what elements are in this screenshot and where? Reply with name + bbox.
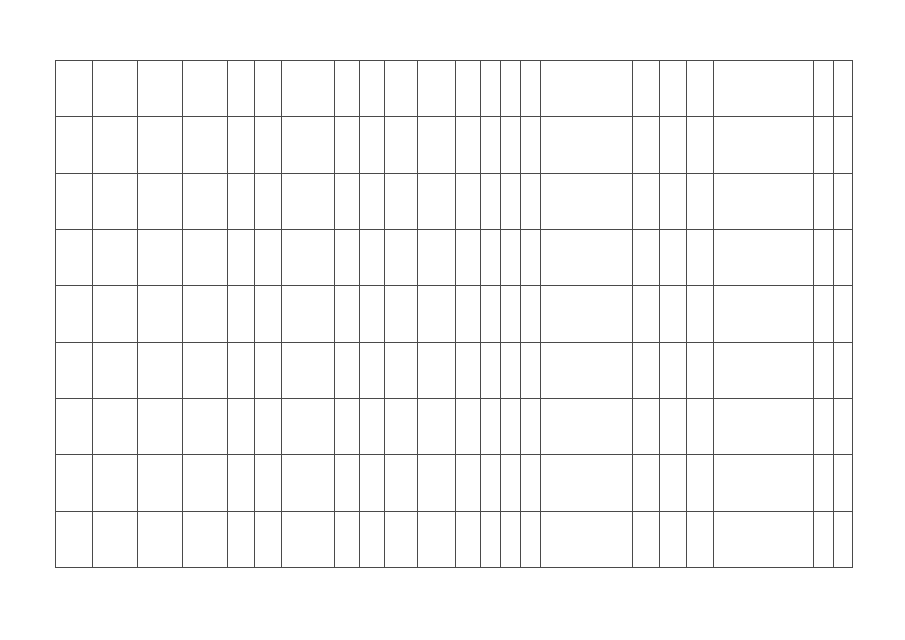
table-cell xyxy=(56,511,93,567)
table-row xyxy=(56,398,853,454)
table-cell xyxy=(255,61,282,117)
table-cell xyxy=(228,61,255,117)
table-cell xyxy=(501,173,521,229)
table-row xyxy=(56,229,853,285)
table-cell xyxy=(456,229,481,285)
table-cell xyxy=(541,455,633,511)
table-cell xyxy=(255,398,282,454)
table-cell xyxy=(687,342,714,398)
table-cell xyxy=(521,342,541,398)
table-cell xyxy=(255,342,282,398)
table-cell xyxy=(834,398,853,454)
table-cell xyxy=(360,173,385,229)
table-cell xyxy=(385,117,418,173)
table-cell xyxy=(714,173,814,229)
table-cell xyxy=(521,398,541,454)
table-cell xyxy=(385,398,418,454)
table-cell xyxy=(834,455,853,511)
table-cell xyxy=(56,398,93,454)
table-cell xyxy=(814,511,834,567)
table-row xyxy=(56,342,853,398)
table-cell xyxy=(687,455,714,511)
table-cell xyxy=(834,117,853,173)
table-cell xyxy=(360,511,385,567)
table-cell xyxy=(56,173,93,229)
table-cell xyxy=(360,229,385,285)
table-cell xyxy=(633,398,660,454)
table-cell xyxy=(481,398,501,454)
table-cell xyxy=(282,229,335,285)
table-cell xyxy=(714,398,814,454)
table-cell xyxy=(633,61,660,117)
table-cell xyxy=(183,117,228,173)
table-cell xyxy=(501,511,521,567)
table-cell xyxy=(360,398,385,454)
table-row xyxy=(56,117,853,173)
table-cell xyxy=(456,342,481,398)
table-cell xyxy=(633,117,660,173)
table-cell xyxy=(418,286,456,342)
table-cell xyxy=(335,173,360,229)
table-cell xyxy=(138,398,183,454)
table-cell xyxy=(481,173,501,229)
table-cell xyxy=(660,455,687,511)
table-cell xyxy=(360,342,385,398)
table-cell xyxy=(335,61,360,117)
table-row xyxy=(56,286,853,342)
table-cell xyxy=(633,229,660,285)
table-cell xyxy=(660,117,687,173)
table-cell xyxy=(93,342,138,398)
table-cell xyxy=(521,173,541,229)
table-cell xyxy=(541,61,633,117)
table-cell xyxy=(418,61,456,117)
table-cell xyxy=(93,398,138,454)
table-cell xyxy=(138,61,183,117)
table-cell xyxy=(687,511,714,567)
register-body xyxy=(56,61,853,568)
table-cell xyxy=(56,286,93,342)
table-cell xyxy=(418,455,456,511)
table-cell xyxy=(255,455,282,511)
table-cell xyxy=(541,229,633,285)
table-cell xyxy=(93,286,138,342)
table-cell xyxy=(228,398,255,454)
table-cell xyxy=(360,455,385,511)
table-cell xyxy=(282,117,335,173)
table-cell xyxy=(521,229,541,285)
table-row xyxy=(56,173,853,229)
table-cell xyxy=(418,229,456,285)
table-cell xyxy=(541,117,633,173)
register-table xyxy=(55,60,853,568)
table-cell xyxy=(501,117,521,173)
table-cell xyxy=(456,61,481,117)
table-cell xyxy=(282,398,335,454)
table-cell xyxy=(541,511,633,567)
table-cell xyxy=(501,455,521,511)
table-cell xyxy=(541,342,633,398)
table-cell xyxy=(56,455,93,511)
table-cell xyxy=(56,117,93,173)
table-cell xyxy=(335,286,360,342)
table-cell xyxy=(183,173,228,229)
table-cell xyxy=(814,117,834,173)
table-cell xyxy=(481,342,501,398)
table-cell xyxy=(521,286,541,342)
table-cell xyxy=(282,61,335,117)
table-cell xyxy=(335,455,360,511)
table-cell xyxy=(814,229,834,285)
table-cell xyxy=(138,342,183,398)
table-cell xyxy=(633,173,660,229)
table-cell xyxy=(633,511,660,567)
table-cell xyxy=(714,229,814,285)
table-cell xyxy=(814,286,834,342)
table-cell xyxy=(521,511,541,567)
table-cell xyxy=(228,511,255,567)
table-cell xyxy=(282,173,335,229)
table-cell xyxy=(385,61,418,117)
table-cell xyxy=(183,398,228,454)
table-cell xyxy=(93,117,138,173)
table-cell xyxy=(282,455,335,511)
table-cell xyxy=(282,511,335,567)
table-cell xyxy=(834,342,853,398)
table-cell xyxy=(93,173,138,229)
table-cell xyxy=(834,286,853,342)
table-cell xyxy=(814,455,834,511)
table-cell xyxy=(814,61,834,117)
table-cell xyxy=(385,286,418,342)
table-cell xyxy=(633,286,660,342)
table-cell xyxy=(56,61,93,117)
table-cell xyxy=(541,173,633,229)
table-cell xyxy=(385,342,418,398)
table-cell xyxy=(714,117,814,173)
table-cell xyxy=(521,61,541,117)
table-cell xyxy=(282,342,335,398)
table-cell xyxy=(335,229,360,285)
table-cell xyxy=(660,61,687,117)
table-cell xyxy=(183,229,228,285)
table-cell xyxy=(501,61,521,117)
table-cell xyxy=(228,455,255,511)
table-cell xyxy=(501,342,521,398)
table-cell xyxy=(481,455,501,511)
table-cell xyxy=(633,342,660,398)
table-cell xyxy=(660,342,687,398)
table-cell xyxy=(138,173,183,229)
table-cell xyxy=(56,229,93,285)
table-cell xyxy=(687,286,714,342)
table-cell xyxy=(335,398,360,454)
table-cell xyxy=(687,398,714,454)
table-cell xyxy=(183,61,228,117)
table-cell xyxy=(814,173,834,229)
table-cell xyxy=(834,173,853,229)
table-cell xyxy=(660,286,687,342)
table-cell xyxy=(183,511,228,567)
table-cell xyxy=(360,61,385,117)
table-cell xyxy=(481,117,501,173)
table-cell xyxy=(834,61,853,117)
table-cell xyxy=(687,229,714,285)
table-cell xyxy=(501,398,521,454)
table-cell xyxy=(687,173,714,229)
table-cell xyxy=(93,229,138,285)
table-cell xyxy=(456,173,481,229)
table-cell xyxy=(418,117,456,173)
table-cell xyxy=(138,511,183,567)
table-cell xyxy=(183,342,228,398)
table-cell xyxy=(385,229,418,285)
table-cell xyxy=(714,286,814,342)
table-cell xyxy=(138,117,183,173)
table-cell xyxy=(687,117,714,173)
table-cell xyxy=(481,511,501,567)
table-cell xyxy=(501,286,521,342)
table-cell xyxy=(138,229,183,285)
table-cell xyxy=(814,342,834,398)
table-cell xyxy=(228,117,255,173)
table-cell xyxy=(385,173,418,229)
table-row xyxy=(56,455,853,511)
table-cell xyxy=(360,117,385,173)
table-cell xyxy=(714,342,814,398)
table-cell xyxy=(834,229,853,285)
table-cell xyxy=(335,342,360,398)
table-cell xyxy=(255,173,282,229)
table-cell xyxy=(814,398,834,454)
table-cell xyxy=(481,61,501,117)
table-cell xyxy=(714,61,814,117)
table-cell xyxy=(255,286,282,342)
table-cell xyxy=(360,286,385,342)
table-cell xyxy=(228,173,255,229)
table-cell xyxy=(456,117,481,173)
table-cell xyxy=(282,286,335,342)
table-cell xyxy=(714,511,814,567)
table-cell xyxy=(183,286,228,342)
table-cell xyxy=(335,117,360,173)
table-cell xyxy=(138,286,183,342)
table-row xyxy=(56,61,853,117)
table-cell xyxy=(138,455,183,511)
table-cell xyxy=(255,511,282,567)
table-cell xyxy=(93,61,138,117)
table-cell xyxy=(385,511,418,567)
table-cell xyxy=(456,286,481,342)
table-cell xyxy=(418,511,456,567)
table-cell xyxy=(660,511,687,567)
table-cell xyxy=(660,173,687,229)
table-cell xyxy=(660,229,687,285)
table-cell xyxy=(418,342,456,398)
table-cell xyxy=(633,455,660,511)
table-cell xyxy=(418,173,456,229)
table-cell xyxy=(456,511,481,567)
table-cell xyxy=(183,455,228,511)
table-cell xyxy=(56,342,93,398)
table-cell xyxy=(714,455,814,511)
table-cell xyxy=(481,229,501,285)
table-cell xyxy=(481,286,501,342)
table-cell xyxy=(93,455,138,511)
table-cell xyxy=(521,117,541,173)
table-cell xyxy=(418,398,456,454)
table-cell xyxy=(541,398,633,454)
table-cell xyxy=(687,61,714,117)
table-cell xyxy=(456,398,481,454)
table-cell xyxy=(834,511,853,567)
table-cell xyxy=(521,455,541,511)
table-cell xyxy=(93,511,138,567)
table-cell xyxy=(228,342,255,398)
table-cell xyxy=(255,117,282,173)
table-cell xyxy=(228,286,255,342)
table-cell xyxy=(501,229,521,285)
table-cell xyxy=(385,455,418,511)
table-cell xyxy=(255,229,282,285)
table-cell xyxy=(541,286,633,342)
table-cell xyxy=(335,511,360,567)
table-cell xyxy=(660,398,687,454)
table-cell xyxy=(456,455,481,511)
table-cell xyxy=(228,229,255,285)
table-row xyxy=(56,511,853,567)
